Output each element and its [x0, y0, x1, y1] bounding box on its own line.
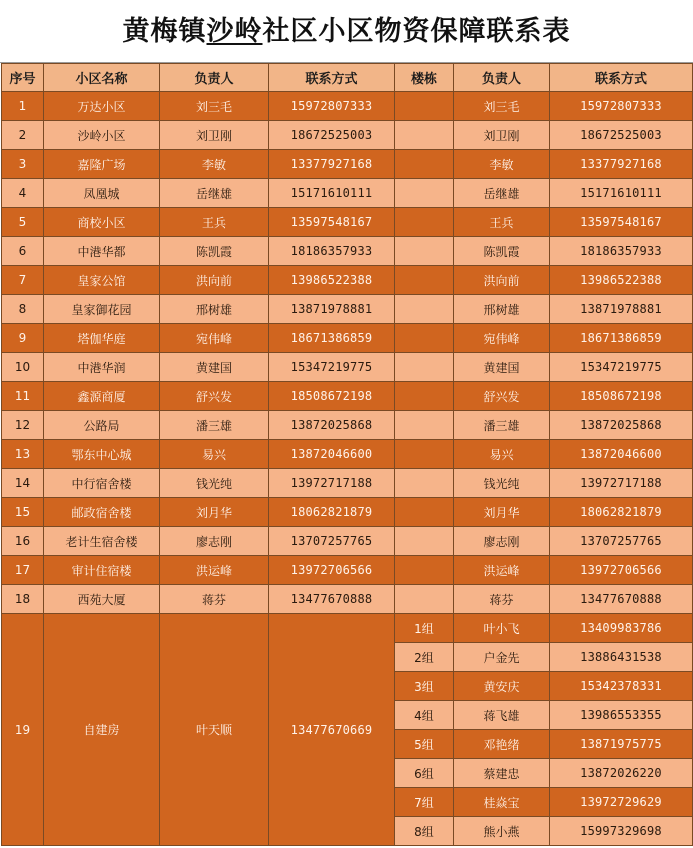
header-community-name: 小区名称 [44, 64, 160, 92]
row-leader: 洪向前 [160, 266, 269, 295]
row-building [395, 440, 454, 469]
row-leader: 宛伟峰 [160, 324, 269, 353]
row-building-leader: 廖志刚 [454, 527, 550, 556]
table-body [2, 92, 693, 846]
row-building: 7组 [395, 788, 454, 817]
row-building [395, 585, 454, 614]
row-serial-no: 1 [2, 92, 44, 121]
row-serial-no: 6 [2, 237, 44, 266]
row-building: 8组 [395, 817, 454, 846]
row-building-phone: 15347219775 [550, 353, 693, 382]
row-community-name: 中行宿舍楼 [44, 469, 160, 498]
row-building-phone: 18508672198 [550, 382, 693, 411]
title-suffix: 社区小区物资保障联系表 [262, 16, 571, 47]
row-building-phone: 18186357933 [550, 237, 693, 266]
row-building-leader: 黄安庆 [454, 672, 550, 701]
row-serial-no: 2 [2, 121, 44, 150]
table-row [2, 440, 693, 469]
row-phone: 13477670669 [269, 614, 395, 846]
contact-table [1, 63, 693, 846]
row-building-leader: 潘三雄 [454, 411, 550, 440]
row-community-name: 皇家御花园 [44, 295, 160, 324]
row-building: 3组 [395, 672, 454, 701]
table-row [2, 353, 693, 382]
row-serial-no: 19 [2, 614, 44, 846]
row-serial-no: 17 [2, 556, 44, 585]
row-community-name: 凤凰城 [44, 179, 160, 208]
row-serial-no: 16 [2, 527, 44, 556]
row-building-leader: 李敏 [454, 150, 550, 179]
row-building-phone: 13707257765 [550, 527, 693, 556]
row-community-name: 鑫源商厦 [44, 382, 160, 411]
row-phone: 13872025868 [269, 411, 395, 440]
row-phone: 13972717188 [269, 469, 395, 498]
row-building [395, 92, 454, 121]
row-building-leader: 蒋飞雄 [454, 701, 550, 730]
row-building: 5组 [395, 730, 454, 759]
title-underlined: 沙岭 [206, 16, 263, 47]
row-serial-no: 9 [2, 324, 44, 353]
row-community-name: 中港华润 [44, 353, 160, 382]
row-building-leader: 钱光纯 [454, 469, 550, 498]
row-phone: 18508672198 [269, 382, 395, 411]
table-row [2, 295, 693, 324]
row-leader: 岳继雄 [160, 179, 269, 208]
row-building [395, 179, 454, 208]
row-leader: 陈凯霞 [160, 237, 269, 266]
row-building-leader: 舒兴发 [454, 382, 550, 411]
row-building-phone: 18062821879 [550, 498, 693, 527]
row-community-name: 中港华都 [44, 237, 160, 266]
row-building-phone: 13972706566 [550, 556, 693, 585]
table-row [2, 556, 693, 585]
row-phone: 13871978881 [269, 295, 395, 324]
row-building-leader: 邓艳绪 [454, 730, 550, 759]
row-phone: 18062821879 [269, 498, 395, 527]
row-building-leader: 蔡建忠 [454, 759, 550, 788]
row-community-name: 西苑大厦 [44, 585, 160, 614]
table-row [2, 324, 693, 353]
table-row [2, 585, 693, 614]
row-community-name: 公路局 [44, 411, 160, 440]
row-phone: 13872046600 [269, 440, 395, 469]
row-serial-no: 8 [2, 295, 44, 324]
row-building-leader: 王兵 [454, 208, 550, 237]
row-leader: 蒋芬 [160, 585, 269, 614]
row-serial-no: 10 [2, 353, 44, 382]
row-serial-no: 12 [2, 411, 44, 440]
row-leader: 廖志刚 [160, 527, 269, 556]
row-building-phone: 18672525003 [550, 121, 693, 150]
row-building [395, 527, 454, 556]
row-building-leader: 黄建国 [454, 353, 550, 382]
row-leader: 叶天顺 [160, 614, 269, 846]
row-phone: 13972706566 [269, 556, 395, 585]
row-building-phone: 15342378331 [550, 672, 693, 701]
row-building [395, 498, 454, 527]
row-building-phone: 13477670888 [550, 585, 693, 614]
row-building [395, 266, 454, 295]
row-building-phone: 13986522388 [550, 266, 693, 295]
table-row [2, 527, 693, 556]
row-building [395, 237, 454, 266]
header-serial-no: 序号 [2, 64, 44, 92]
row-serial-no: 11 [2, 382, 44, 411]
row-leader: 钱光纯 [160, 469, 269, 498]
row-building [395, 382, 454, 411]
row-community-name: 皇家公馆 [44, 266, 160, 295]
row-building [395, 150, 454, 179]
row-building-phone: 13886431538 [550, 643, 693, 672]
row-building-leader: 洪运峰 [454, 556, 550, 585]
row-leader: 邢树雄 [160, 295, 269, 324]
row-building [395, 469, 454, 498]
row-phone: 13986522388 [269, 266, 395, 295]
table-row [2, 150, 693, 179]
page-title [0, 0, 693, 63]
row-community-name: 塔伽华庭 [44, 324, 160, 353]
row-building-leader: 洪向前 [454, 266, 550, 295]
row-leader: 洪运峰 [160, 556, 269, 585]
header-phone: 联系方式 [269, 64, 395, 92]
row-building-phone: 13872025868 [550, 411, 693, 440]
row-building-phone: 15997329698 [550, 817, 693, 846]
row-building-leader: 桂焱宝 [454, 788, 550, 817]
row-building-phone: 13872026220 [550, 759, 693, 788]
row-phone: 15972807333 [269, 92, 395, 121]
row-building-phone: 13986553355 [550, 701, 693, 730]
row-serial-no: 14 [2, 469, 44, 498]
row-leader: 李敏 [160, 150, 269, 179]
table-row [2, 121, 693, 150]
row-serial-no: 15 [2, 498, 44, 527]
row-building-phone: 13409983786 [550, 614, 693, 643]
row-building-phone: 13972729629 [550, 788, 693, 817]
row-building-phone: 18671386859 [550, 324, 693, 353]
row-building [395, 295, 454, 324]
row-building-phone: 13871978881 [550, 295, 693, 324]
row-building-leader: 熊小燕 [454, 817, 550, 846]
row-building-phone: 13377927168 [550, 150, 693, 179]
row-phone: 15347219775 [269, 353, 395, 382]
row-building [395, 324, 454, 353]
row-building-leader: 叶小飞 [454, 614, 550, 643]
table-row [2, 498, 693, 527]
table-row [2, 469, 693, 498]
row-building: 6组 [395, 759, 454, 788]
row-building-leader: 刘卫刚 [454, 121, 550, 150]
row-leader: 易兴 [160, 440, 269, 469]
row-phone: 13597548167 [269, 208, 395, 237]
row-building-leader: 陈凯霞 [454, 237, 550, 266]
row-phone: 13377927168 [269, 150, 395, 179]
row-serial-no: 5 [2, 208, 44, 237]
row-phone: 18672525003 [269, 121, 395, 150]
row-building [395, 208, 454, 237]
row-leader: 潘三雄 [160, 411, 269, 440]
row-building-leader: 户金先 [454, 643, 550, 672]
row-building: 2组 [395, 643, 454, 672]
table-header-row [2, 64, 693, 92]
row-community-name: 鄂东中心城 [44, 440, 160, 469]
header-building-leader: 负责人 [454, 64, 550, 92]
row-phone: 18186357933 [269, 237, 395, 266]
row-building-leader: 刘三毛 [454, 92, 550, 121]
title-prefix: 黄梅镇 [122, 16, 207, 47]
table-row [2, 208, 693, 237]
row-building-leader: 易兴 [454, 440, 550, 469]
row-community-name: 审计住宿楼 [44, 556, 160, 585]
row-phone: 18671386859 [269, 324, 395, 353]
row-leader: 刘三毛 [160, 92, 269, 121]
row-leader: 舒兴发 [160, 382, 269, 411]
row-leader: 刘卫刚 [160, 121, 269, 150]
row-community-name: 老计生宿舍楼 [44, 527, 160, 556]
row-building-phone: 13597548167 [550, 208, 693, 237]
table-row [2, 382, 693, 411]
row-leader: 黄建国 [160, 353, 269, 382]
row-serial-no: 7 [2, 266, 44, 295]
row-building [395, 121, 454, 150]
row-building-leader: 刘月华 [454, 498, 550, 527]
row-serial-no: 3 [2, 150, 44, 179]
row-building [395, 353, 454, 382]
row-phone: 15171610111 [269, 179, 395, 208]
row-phone: 13707257765 [269, 527, 395, 556]
table-row [2, 266, 693, 295]
row-community-name: 沙岭小区 [44, 121, 160, 150]
row-community-name: 邮政宿舍楼 [44, 498, 160, 527]
row-community-name: 嘉隆广场 [44, 150, 160, 179]
table-row [2, 614, 693, 643]
row-building [395, 556, 454, 585]
row-building-phone: 13871975775 [550, 730, 693, 759]
row-serial-no: 18 [2, 585, 44, 614]
row-building-leader: 蒋芬 [454, 585, 550, 614]
row-building-leader: 岳继雄 [454, 179, 550, 208]
row-leader: 刘月华 [160, 498, 269, 527]
table-row [2, 237, 693, 266]
row-building-leader: 宛伟峰 [454, 324, 550, 353]
row-building [395, 411, 454, 440]
row-community-name: 自建房 [44, 614, 160, 846]
table-row [2, 179, 693, 208]
row-building-phone: 15972807333 [550, 92, 693, 121]
row-building-phone: 15171610111 [550, 179, 693, 208]
row-building-phone: 13872046600 [550, 440, 693, 469]
row-building-leader: 邢树雄 [454, 295, 550, 324]
row-phone: 13477670888 [269, 585, 395, 614]
row-community-name: 万达小区 [44, 92, 160, 121]
row-community-name: 商校小区 [44, 208, 160, 237]
row-building-phone: 13972717188 [550, 469, 693, 498]
header-building: 楼栋 [395, 64, 454, 92]
row-leader: 王兵 [160, 208, 269, 237]
row-serial-no: 13 [2, 440, 44, 469]
table-row [2, 411, 693, 440]
header-building-phone: 联系方式 [550, 64, 693, 92]
row-serial-no: 4 [2, 179, 44, 208]
table-row [2, 92, 693, 121]
row-building: 1组 [395, 614, 454, 643]
header-leader: 负责人 [160, 64, 269, 92]
row-building: 4组 [395, 701, 454, 730]
